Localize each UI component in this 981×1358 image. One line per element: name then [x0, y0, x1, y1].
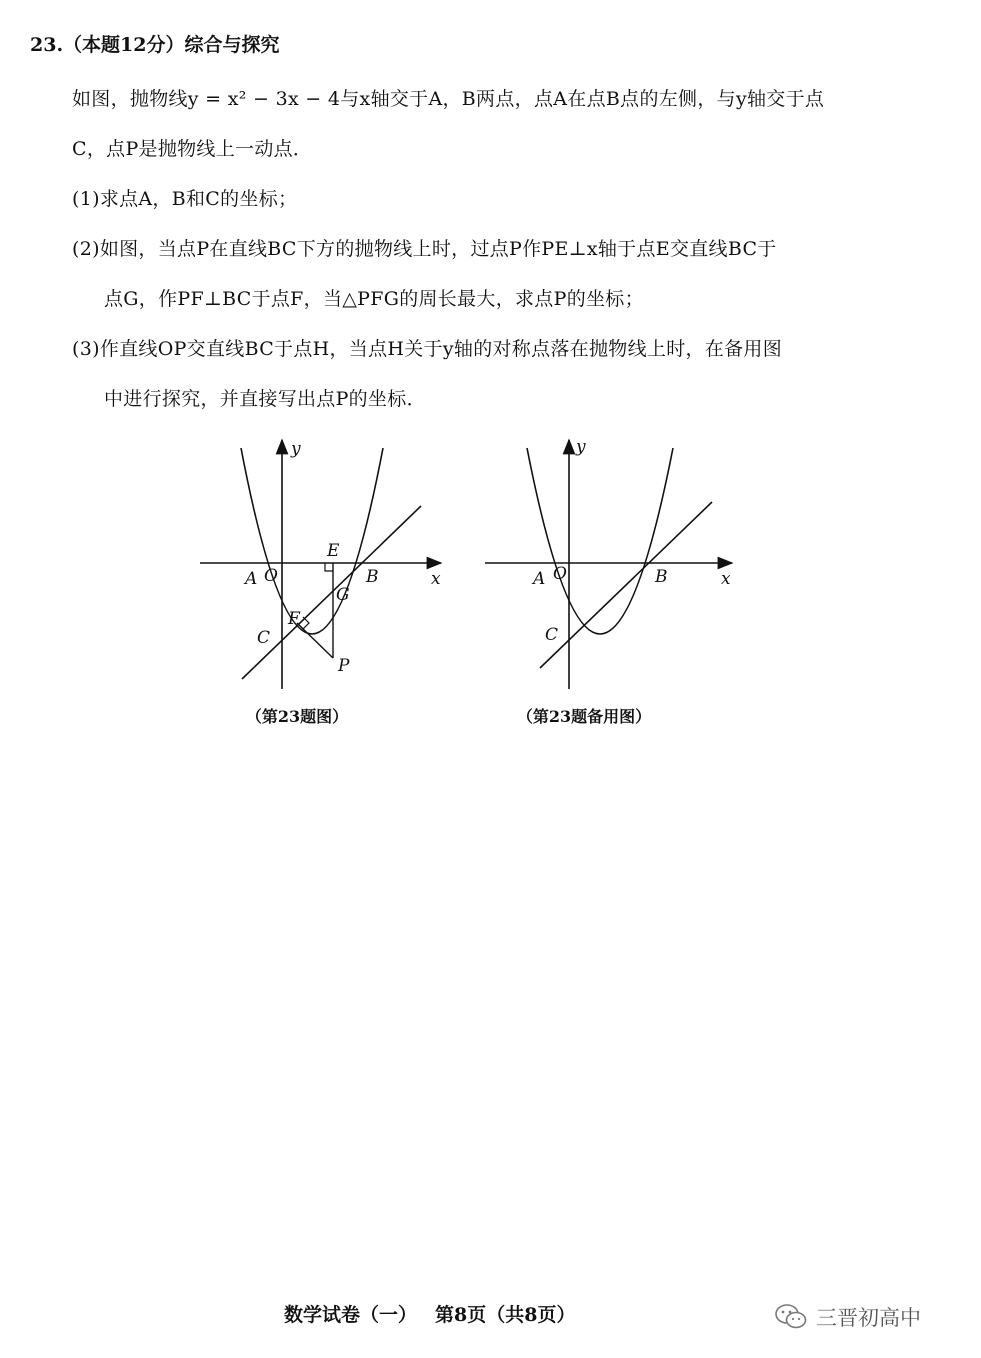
figure-spare-svg [480, 432, 740, 697]
label-c: C [257, 628, 271, 648]
footer-page: 第8页（共8页） [435, 1304, 576, 1326]
label-g: G [336, 585, 350, 605]
line-bc [540, 502, 712, 668]
question-1: (1)求点A，B和C的坐标； [72, 188, 298, 210]
label-b: B [655, 567, 668, 587]
label-o: O [553, 564, 567, 584]
figure-main-caption: （第23题图） [245, 707, 349, 726]
line-bc [242, 506, 421, 679]
question-2-line-2: 点G，作PF⊥BC于点F，当△PFG的周长最大，求点P的坐标； [104, 288, 644, 310]
parabola [527, 448, 673, 634]
label-c: C [545, 625, 559, 645]
footer-title: 数学试卷（一） [284, 1304, 418, 1326]
figure-spare-caption: （第23题备用图） [516, 707, 652, 726]
page-footer [284, 1300, 593, 1327]
problem-line-1: 如图，抛物线y = x² − 3x − 4与x轴交于A，B两点，点A在点B点的左侧，与y轴交于点 [72, 88, 825, 110]
label-e: E [327, 541, 340, 561]
label-b: B [366, 567, 379, 587]
question-2-line-1: (2)如图，当点P在直线BC下方的抛物线上时，过点P作PE⊥x轴于点E交直线BC于 [72, 238, 777, 260]
question-3-line-1: (3)作直线OP交直线BC于点H，当点H关于y轴的对称点落在抛物线上时，在备用图 [72, 338, 783, 360]
figure-main-svg [195, 432, 455, 697]
watermark-text: 三晋初高中 [816, 1306, 921, 1330]
label-p: P [338, 656, 350, 676]
wechat-icon [774, 1303, 808, 1331]
problem-header: 23.（本题12分）综合与探究 [30, 34, 280, 56]
label-f: F [288, 609, 300, 629]
label-y: y [291, 439, 301, 459]
label-o: O [264, 566, 278, 586]
problem-line-2: C，点P是抛物线上一动点． [72, 138, 313, 160]
watermark [774, 1302, 921, 1332]
parabola [241, 448, 383, 634]
figure-main [195, 432, 455, 697]
label-x: x [431, 569, 441, 589]
label-a: A [533, 569, 546, 589]
label-x: x [721, 569, 731, 589]
label-y: y [576, 437, 586, 457]
label-a: A [245, 569, 258, 589]
figure-spare [480, 432, 740, 697]
question-3-line-2: 中进行探究，并直接写出点P的坐标． [104, 388, 426, 410]
right-angle-e [325, 563, 333, 571]
